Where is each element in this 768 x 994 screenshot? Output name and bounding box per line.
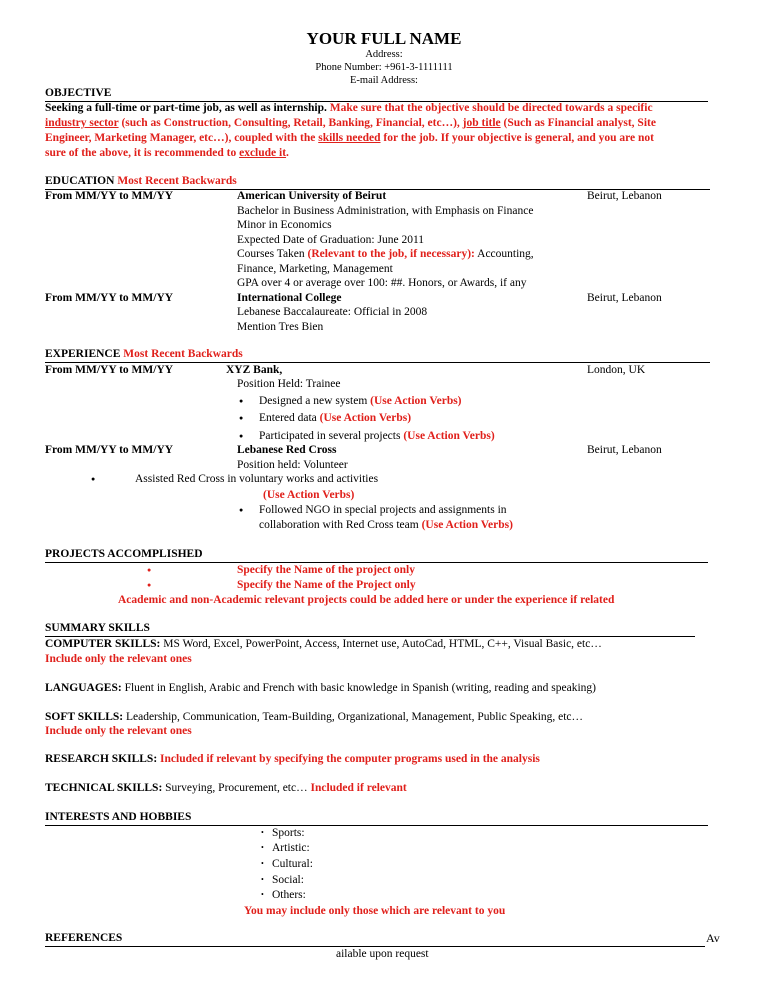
languages: LANGUAGES: Fluent in English, Arabic and French with basic knowledge in Spanish (writing, reading and speaking) [45, 682, 596, 694]
edu-2-bacc: Lebanese Baccalaureate: Official in 2008 [237, 306, 428, 318]
objective-line-3: Engineer, Marketing Manager, etc…), coupled with the skills needed for the job. If your objective is general, and you are not [45, 132, 654, 144]
objective-line-1: Seeking a full-time or part-time job, as well as internship. Make sure that the objective should be directed towards a specific [45, 102, 653, 114]
references-text: ailable upon request [336, 948, 429, 960]
edu-1-dates: From MM/YY to MM/YY [45, 190, 174, 202]
project-item-2: ● Specify the Name of the Project only [147, 579, 416, 591]
exp-2-dates: From MM/YY to MM/YY [45, 444, 174, 456]
edu-2-mention: Mention Tres Bien [237, 321, 324, 333]
edu-1-location: Beirut, Lebanon [587, 190, 662, 202]
research-skills: RESEARCH SKILLS: Included if relevant by specifying the computer programs used in the analysis [45, 753, 540, 765]
exp-2-bullet-2: ● Followed NGO in special projects and assignments in [259, 503, 507, 517]
exp-2-location: Beirut, Lebanon [587, 444, 662, 456]
phone-line: Phone Number: +961-3-1111111 [315, 62, 453, 73]
address-line: Address: [365, 49, 403, 60]
soft-skills: SOFT SKILLS: Leadership, Communication, Team-Building, Organizational, Management, Public Speaking, etc… [45, 711, 584, 723]
education-header: EDUCATION Most Recent Backwards [45, 174, 710, 190]
resume-name: YOUR FULL NAME [306, 29, 462, 48]
projects-header: PROJECTS ACCOMPLISHED [45, 547, 708, 563]
objective-line-2: industry sector (such as Construction, Consulting, Retail, Banking, Financial, etc…), job title (Such as Financial analyst, Site [45, 117, 656, 129]
edu-1-school: American University of Beirut [237, 190, 387, 202]
interest-item: • Social: [261, 874, 304, 886]
interest-item: • Artistic: [261, 842, 310, 854]
interests-note: You may include only those which are relevant to you [244, 905, 506, 917]
exp-1-position: Position Held: Trainee [237, 378, 341, 390]
computer-skills-note: Include only the relevant ones [45, 653, 192, 665]
exp-1-bullet-3: ● Participated in several projects (Use Action Verbs) [259, 429, 495, 443]
exp-2-bullet-1-verbs: (Use Action Verbs) [263, 489, 355, 501]
exp-1-location: London, UK [587, 364, 646, 376]
exp-2-org: Lebanese Red Cross [237, 444, 337, 456]
experience-header: EXPERIENCE Most Recent Backwards [45, 347, 710, 363]
references-header: REFERENCES [45, 931, 705, 947]
references-av: Av [706, 931, 720, 945]
interest-item: • Cultural: [261, 858, 313, 870]
projects-note: Academic and non-Academic relevant projects could be added here or under the experience if related [118, 594, 615, 606]
exp-1-bullet-1: ● Designed a new system (Use Action Verbs) [259, 394, 462, 408]
objective-line-4: sure of the above, it is recommended to exclude it. [45, 147, 289, 159]
interests-header: INTERESTS AND HOBBIES [45, 810, 708, 826]
exp-1-dates: From MM/YY to MM/YY [45, 364, 174, 376]
edu-2-dates: From MM/YY to MM/YY [45, 292, 174, 304]
exp-1-bullet-2: ● Entered data (Use Action Verbs) [259, 411, 411, 425]
edu-2-school: International College [237, 292, 342, 304]
edu-1-degree: Bachelor in Business Administration, with Emphasis on Finance [237, 205, 534, 217]
interest-item: • Sports: [261, 827, 305, 839]
exp-2-bullet-2-cont: collaboration with Red Cross team (Use Action Verbs) [259, 519, 513, 531]
computer-skills: COMPUTER SKILLS: MS Word, Excel, PowerPoint, Access, Internet use, AutoCad, HTML, C++, Visual Basic, etc… [45, 638, 602, 650]
soft-skills-note: Include only the relevant ones [45, 725, 192, 737]
skills-header: SUMMARY SKILLS [45, 621, 695, 637]
edu-1-courses: Courses Taken (Relevant to the job, if necessary): Accounting, [237, 248, 534, 260]
exp-2-bullet-1: ● Assisted Red Cross in voluntary works and activities [91, 473, 379, 485]
email-line: E-mail Address: [350, 75, 418, 86]
edu-1-minor: Minor in Economics [237, 219, 332, 231]
objective-header: OBJECTIVE [45, 86, 708, 102]
edu-1-courses-cont: Finance, Marketing, Management [237, 263, 393, 275]
exp-2-position: Position held: Volunteer [237, 459, 348, 471]
edu-2-location: Beirut, Lebanon [587, 292, 662, 304]
interest-item: • Others: [261, 889, 306, 901]
edu-1-graduation: Expected Date of Graduation: June 2011 [237, 234, 425, 246]
edu-1-gpa: GPA over 4 or average over 100: ##. Honors, or Awards, if any [237, 277, 527, 289]
project-item-1: ● Specify the Name of the project only [147, 564, 416, 576]
exp-1-org: XYZ Bank, [226, 364, 283, 376]
technical-skills: TECHNICAL SKILLS: Surveying, Procurement, etc… Included if relevant [45, 782, 407, 794]
